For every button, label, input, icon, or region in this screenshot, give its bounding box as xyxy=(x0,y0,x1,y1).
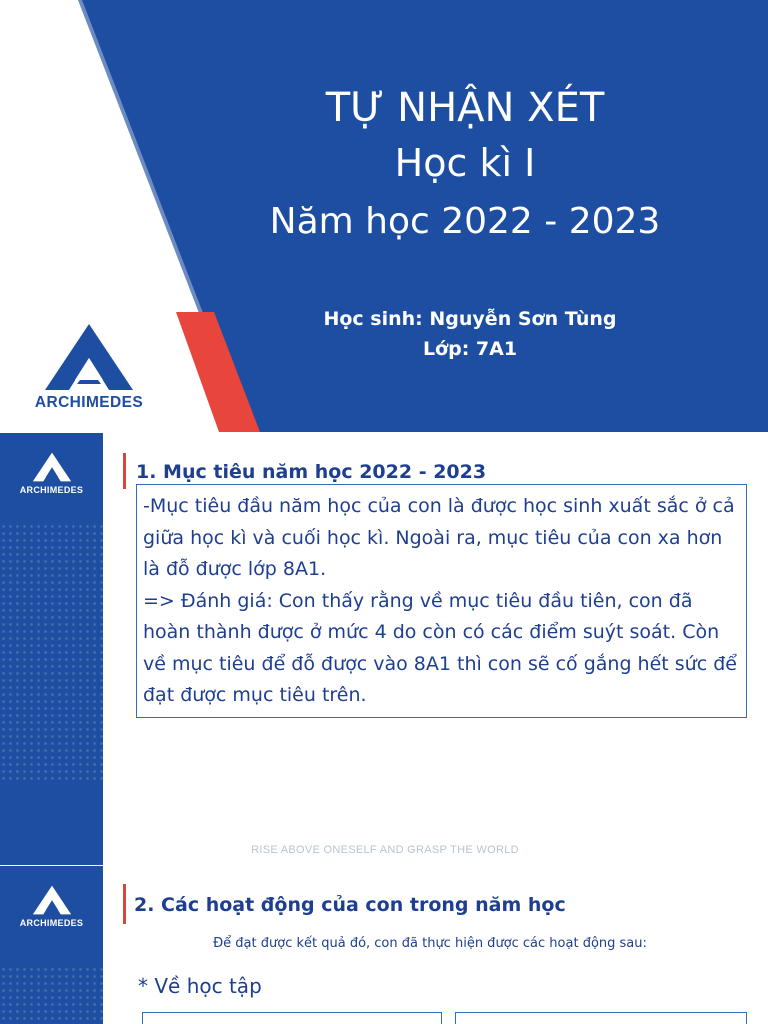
vertical-tagline: RISE ABOVE ONESELF AND GRASP THE WORLD xyxy=(70,22,169,264)
sidebar-logo xyxy=(0,451,103,495)
sidebar-logo-wordmark: ARCHIMEDES xyxy=(19,485,84,495)
cover-title-line1: TỰ NHẬN XÉT xyxy=(325,85,605,131)
logo-wordmark: ARCHIMEDES xyxy=(34,394,144,411)
evaluation-paragraph: => Đánh giá: Con thấy rằng về mục tiêu đầu tiên, con đã hoàn thành được ở mức 4 do còn có các điểm suýt soát. Còn về mục tiêu để đỗ được vào 8A1 thì con sẽ cố gắng hết sức để đạt được mục tiêu trên. xyxy=(143,589,737,706)
section2-heading: 2. Các hoạt động của con trong năm học xyxy=(134,894,566,916)
slide-sidebar xyxy=(0,433,103,865)
archimedes-a-icon xyxy=(32,451,72,483)
student-name: Học sinh: Nguyễn Sơn Tùng xyxy=(323,308,617,330)
archimedes-logo xyxy=(14,322,164,412)
slide-footer-tagline: RISE ABOVE ONESELF AND GRASP THE WORLD xyxy=(251,844,519,856)
cover-slide xyxy=(0,0,768,432)
cover-title xyxy=(230,82,700,252)
slide-sidebar xyxy=(0,866,103,1024)
map-dots-decoration xyxy=(0,523,103,783)
activity-box-right xyxy=(455,1012,747,1024)
goals-textbox xyxy=(136,484,747,718)
archimedes-a-icon xyxy=(43,322,135,392)
section2-intro: Để đạt được kết quả đó, con đã thực hiện được các hoạt động sau: xyxy=(213,936,647,951)
cover-title-line2: Học kì I xyxy=(394,141,536,185)
section-accent-bar xyxy=(123,453,126,489)
goals-slide xyxy=(0,433,768,865)
cover-title-line3: Năm học 2022 - 2023 xyxy=(269,201,661,242)
section2-subheading: * Về học tập xyxy=(138,974,262,998)
map-dots-decoration xyxy=(0,966,103,1024)
cover-student-info xyxy=(250,304,690,364)
student-class: Lớp: 7A1 xyxy=(422,338,518,360)
section-accent-bar xyxy=(123,884,126,924)
sidebar-logo xyxy=(0,884,103,928)
archimedes-a-icon xyxy=(32,884,72,916)
activity-box-left xyxy=(142,1012,442,1024)
sidebar-logo-wordmark: ARCHIMEDES xyxy=(19,918,84,928)
section1-heading: 1. Mục tiêu năm học 2022 - 2023 xyxy=(136,461,487,483)
goals-paragraph: -Mục tiêu đầu năm học của con là được học sinh xuất sắc ở cả giữa học kì và cuối học kì. Ngoài ra, mục tiêu của con xa hơn là đỗ được lớp 8A1. xyxy=(143,495,735,580)
activities-slide xyxy=(0,866,768,1024)
